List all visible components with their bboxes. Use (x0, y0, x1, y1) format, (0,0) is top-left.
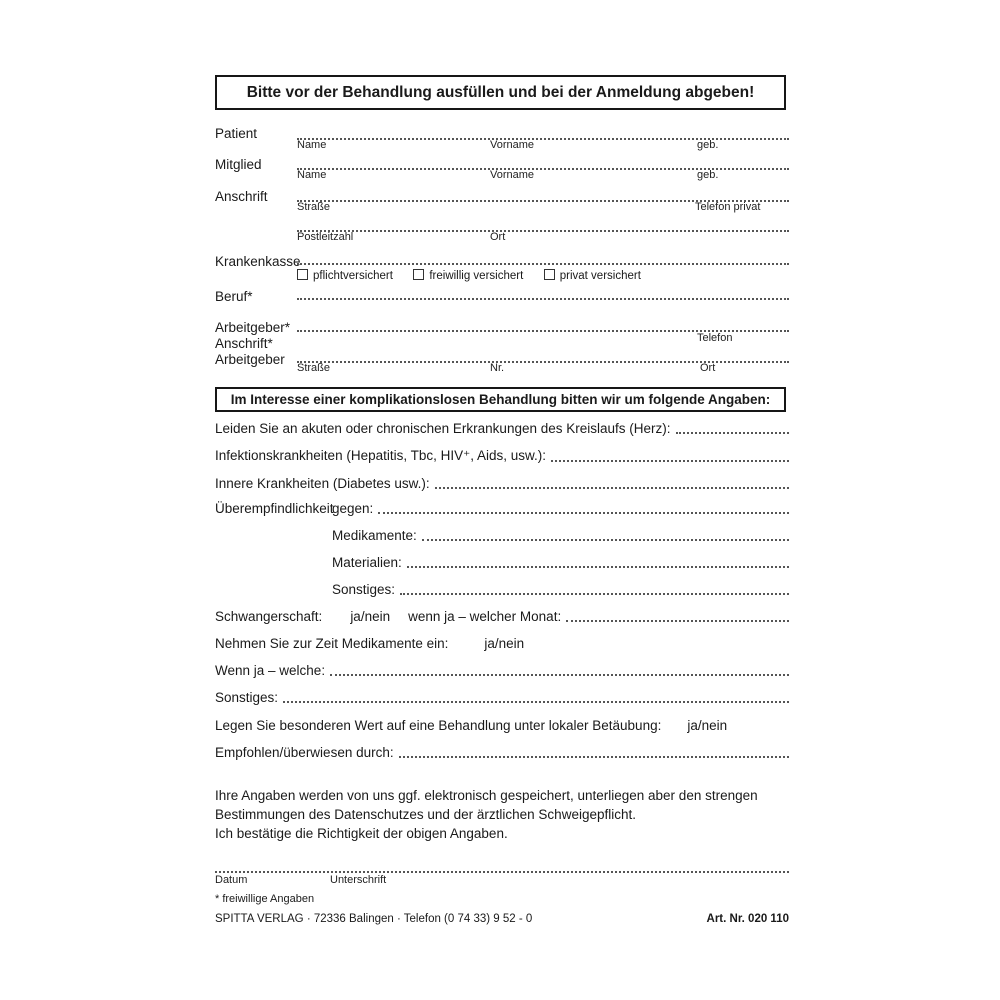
pflichtversichert-checkbox[interactable] (297, 270, 393, 282)
beruf-label: Beruf* (215, 289, 253, 304)
anschrift-strasse-fill-line[interactable] (297, 188, 789, 202)
medikamente-frage-row (215, 636, 789, 651)
ueberempfindlichkeit-sonstiges-fill-line[interactable] (400, 593, 789, 595)
form-header-box (215, 75, 786, 110)
schwangerschaft-monat-fill-line[interactable] (566, 620, 789, 622)
ueberempfindlichkeit-materialien-row (332, 555, 789, 570)
betaeubung-row (215, 718, 789, 733)
ueberempfindlichkeit-medikamente-row (332, 528, 789, 543)
unterschrift-sublabel: Unterschrift (330, 874, 387, 886)
pflichtversichert-label: pflichtversichert (313, 270, 393, 282)
mitglied-vorname-sublabel: Vorname (490, 169, 535, 181)
materialien-fill-line[interactable] (407, 566, 789, 568)
patient-geb-sublabel: geb. (697, 139, 719, 151)
question-kreislauf-row (215, 421, 789, 436)
betaeubung-janein[interactable]: ja/nein (687, 718, 728, 733)
arbeitgeber-fill-line[interactable] (297, 318, 789, 332)
form-header-title: Bitte vor der Behandlung ausfüllen und bei der Anmeldung abgeben! (246, 83, 755, 101)
wenn-ja-label: Wenn ja – welche: (215, 663, 326, 678)
sonstiges-label: Sonstiges: (215, 690, 279, 705)
insurance-checkbox-group (297, 266, 657, 284)
arbeitgeber-strasse-sublabel: Straße (297, 362, 331, 374)
mitglied-geb-sublabel: geb. (697, 169, 719, 181)
strasse-sublabel: Straße (297, 201, 331, 213)
patient-name-sublabel: Name (297, 139, 327, 151)
question-innere-row (215, 476, 789, 491)
innere-fill-line[interactable] (435, 487, 789, 489)
section2-header-box (215, 387, 786, 412)
medikamente-frage-label: Nehmen Sie zur Zeit Medikamente ein: (215, 636, 449, 651)
medikamente-frage-janein[interactable]: ja/nein (484, 636, 525, 651)
schwangerschaft-monat-label: wenn ja – welcher Monat: (408, 609, 562, 624)
datum-sublabel: Datum (215, 874, 248, 886)
question-infektion: Infektionskrankheiten (Hepatitis, Tbc, HIV⁺, Aids, usw.): (215, 448, 547, 463)
postleitzahl-sublabel: Postleitzahl (297, 231, 354, 243)
sonstiges-fill-line[interactable] (283, 701, 789, 703)
mitglied-fill-line[interactable] (297, 156, 789, 170)
privacy-line3: Ich bestätige die Richtigkeit der obigen Angaben. (215, 826, 508, 841)
article-number: Art. Nr. 020 110 (706, 913, 789, 925)
krankenkasse-fill-line[interactable] (297, 251, 789, 265)
gegen-label: gegen: (332, 501, 374, 516)
mitglied-label: Mitglied (215, 157, 262, 172)
kreislauf-fill-line[interactable] (676, 432, 789, 434)
gegen-fill-line[interactable] (378, 512, 789, 514)
question-kreislauf: Leiden Sie an akuten oder chronischen Erkrankungen des Kreislaufs (Herz): (215, 421, 671, 436)
schwangerschaft-janein[interactable]: ja/nein (350, 609, 391, 624)
infektion-fill-line[interactable] (551, 460, 789, 462)
anschrift-label: Anschrift (215, 189, 268, 204)
betaeubung-label: Legen Sie besonderen Wert auf eine Behandlung unter lokaler Betäubung: (215, 718, 662, 733)
ueberempfindlichkeit-gegen-row (332, 501, 789, 516)
freiwillig-versichert-label: freiwillig versichert (429, 270, 524, 282)
question-infektion-row (215, 448, 789, 464)
privacy-line1: Ihre Angaben werden von uns ggf. elektronisch gespeichert, unterliegen aber den strengen (215, 788, 758, 803)
signature-fill-line[interactable] (215, 859, 789, 873)
privat-versichert-checkbox[interactable] (544, 270, 641, 282)
question-innere: Innere Krankheiten (Diabetes usw.): (215, 476, 430, 491)
empfohlen-row (215, 745, 789, 760)
arbeitgeber-label: Arbeitgeber* (215, 320, 291, 335)
arbeitgeber-ort-sublabel: Ort (700, 362, 716, 374)
beruf-fill-line[interactable] (297, 286, 789, 300)
privacy-notice (215, 786, 789, 843)
patient-vorname-sublabel: Vorname (490, 139, 535, 151)
sonstiges-row (215, 690, 789, 705)
section2-title: Im Interesse einer komplikationslosen Behandlung bitten wir um folgende Angaben: (230, 392, 771, 407)
telefon-privat-sublabel: Telefon privat (695, 201, 761, 213)
voluntary-footnote: * freiwillige Angaben (215, 893, 315, 905)
empfohlen-fill-line[interactable] (399, 756, 789, 758)
ueberempfindlichkeit-sonstiges-row (332, 582, 789, 597)
materialien-label: Materialien: (332, 555, 402, 570)
checkbox-icon (297, 269, 308, 280)
mitglied-name-sublabel: Name (297, 169, 327, 181)
publisher-info: SPITTA VERLAG · 72336 Balingen · Telefon (0 74 33) 9 52 - 0 (215, 913, 533, 925)
arbeitgeber-telefon-sublabel: Telefon (697, 332, 733, 344)
medikamente-label: Medikamente: (332, 528, 417, 543)
arbeitgeber-nr-sublabel: Nr. (490, 362, 505, 374)
patient-fill-line[interactable] (297, 126, 789, 140)
publisher-row (215, 913, 789, 925)
anschrift-arbeitgeber-label-line1: Anschrift* (215, 336, 273, 351)
arbeitgeber-anschrift-fill-line[interactable] (297, 349, 789, 363)
schwangerschaft-row (215, 609, 789, 624)
patient-label: Patient (215, 126, 258, 141)
freiwillig-versichert-checkbox[interactable] (413, 270, 523, 282)
anschrift-arbeitgeber-label-line2: Arbeitgeber (215, 352, 285, 367)
krankenkasse-label: Krankenkasse (215, 254, 301, 269)
wenn-ja-fill-line[interactable] (330, 674, 789, 676)
schwangerschaft-label: Schwangerschaft: (215, 609, 323, 624)
ueberempfindlichkeit-label: Überempfindlichkeit (215, 501, 334, 516)
checkbox-icon (544, 269, 555, 280)
ueberempfindlichkeit-sonstiges-label: Sonstiges: (332, 582, 396, 597)
wenn-ja-row (215, 663, 789, 678)
anschrift-ort-fill-line[interactable] (297, 218, 789, 232)
privat-versichert-label: privat versichert (559, 270, 641, 282)
privacy-line2: Bestimmungen des Datenschutzes und der ärztlichen Schweigepflicht. (215, 807, 636, 822)
medikamente-fill-line[interactable] (422, 539, 789, 541)
ort-sublabel: Ort (490, 231, 506, 243)
empfohlen-label: Empfohlen/überwiesen durch: (215, 745, 394, 760)
checkbox-icon (413, 269, 424, 280)
